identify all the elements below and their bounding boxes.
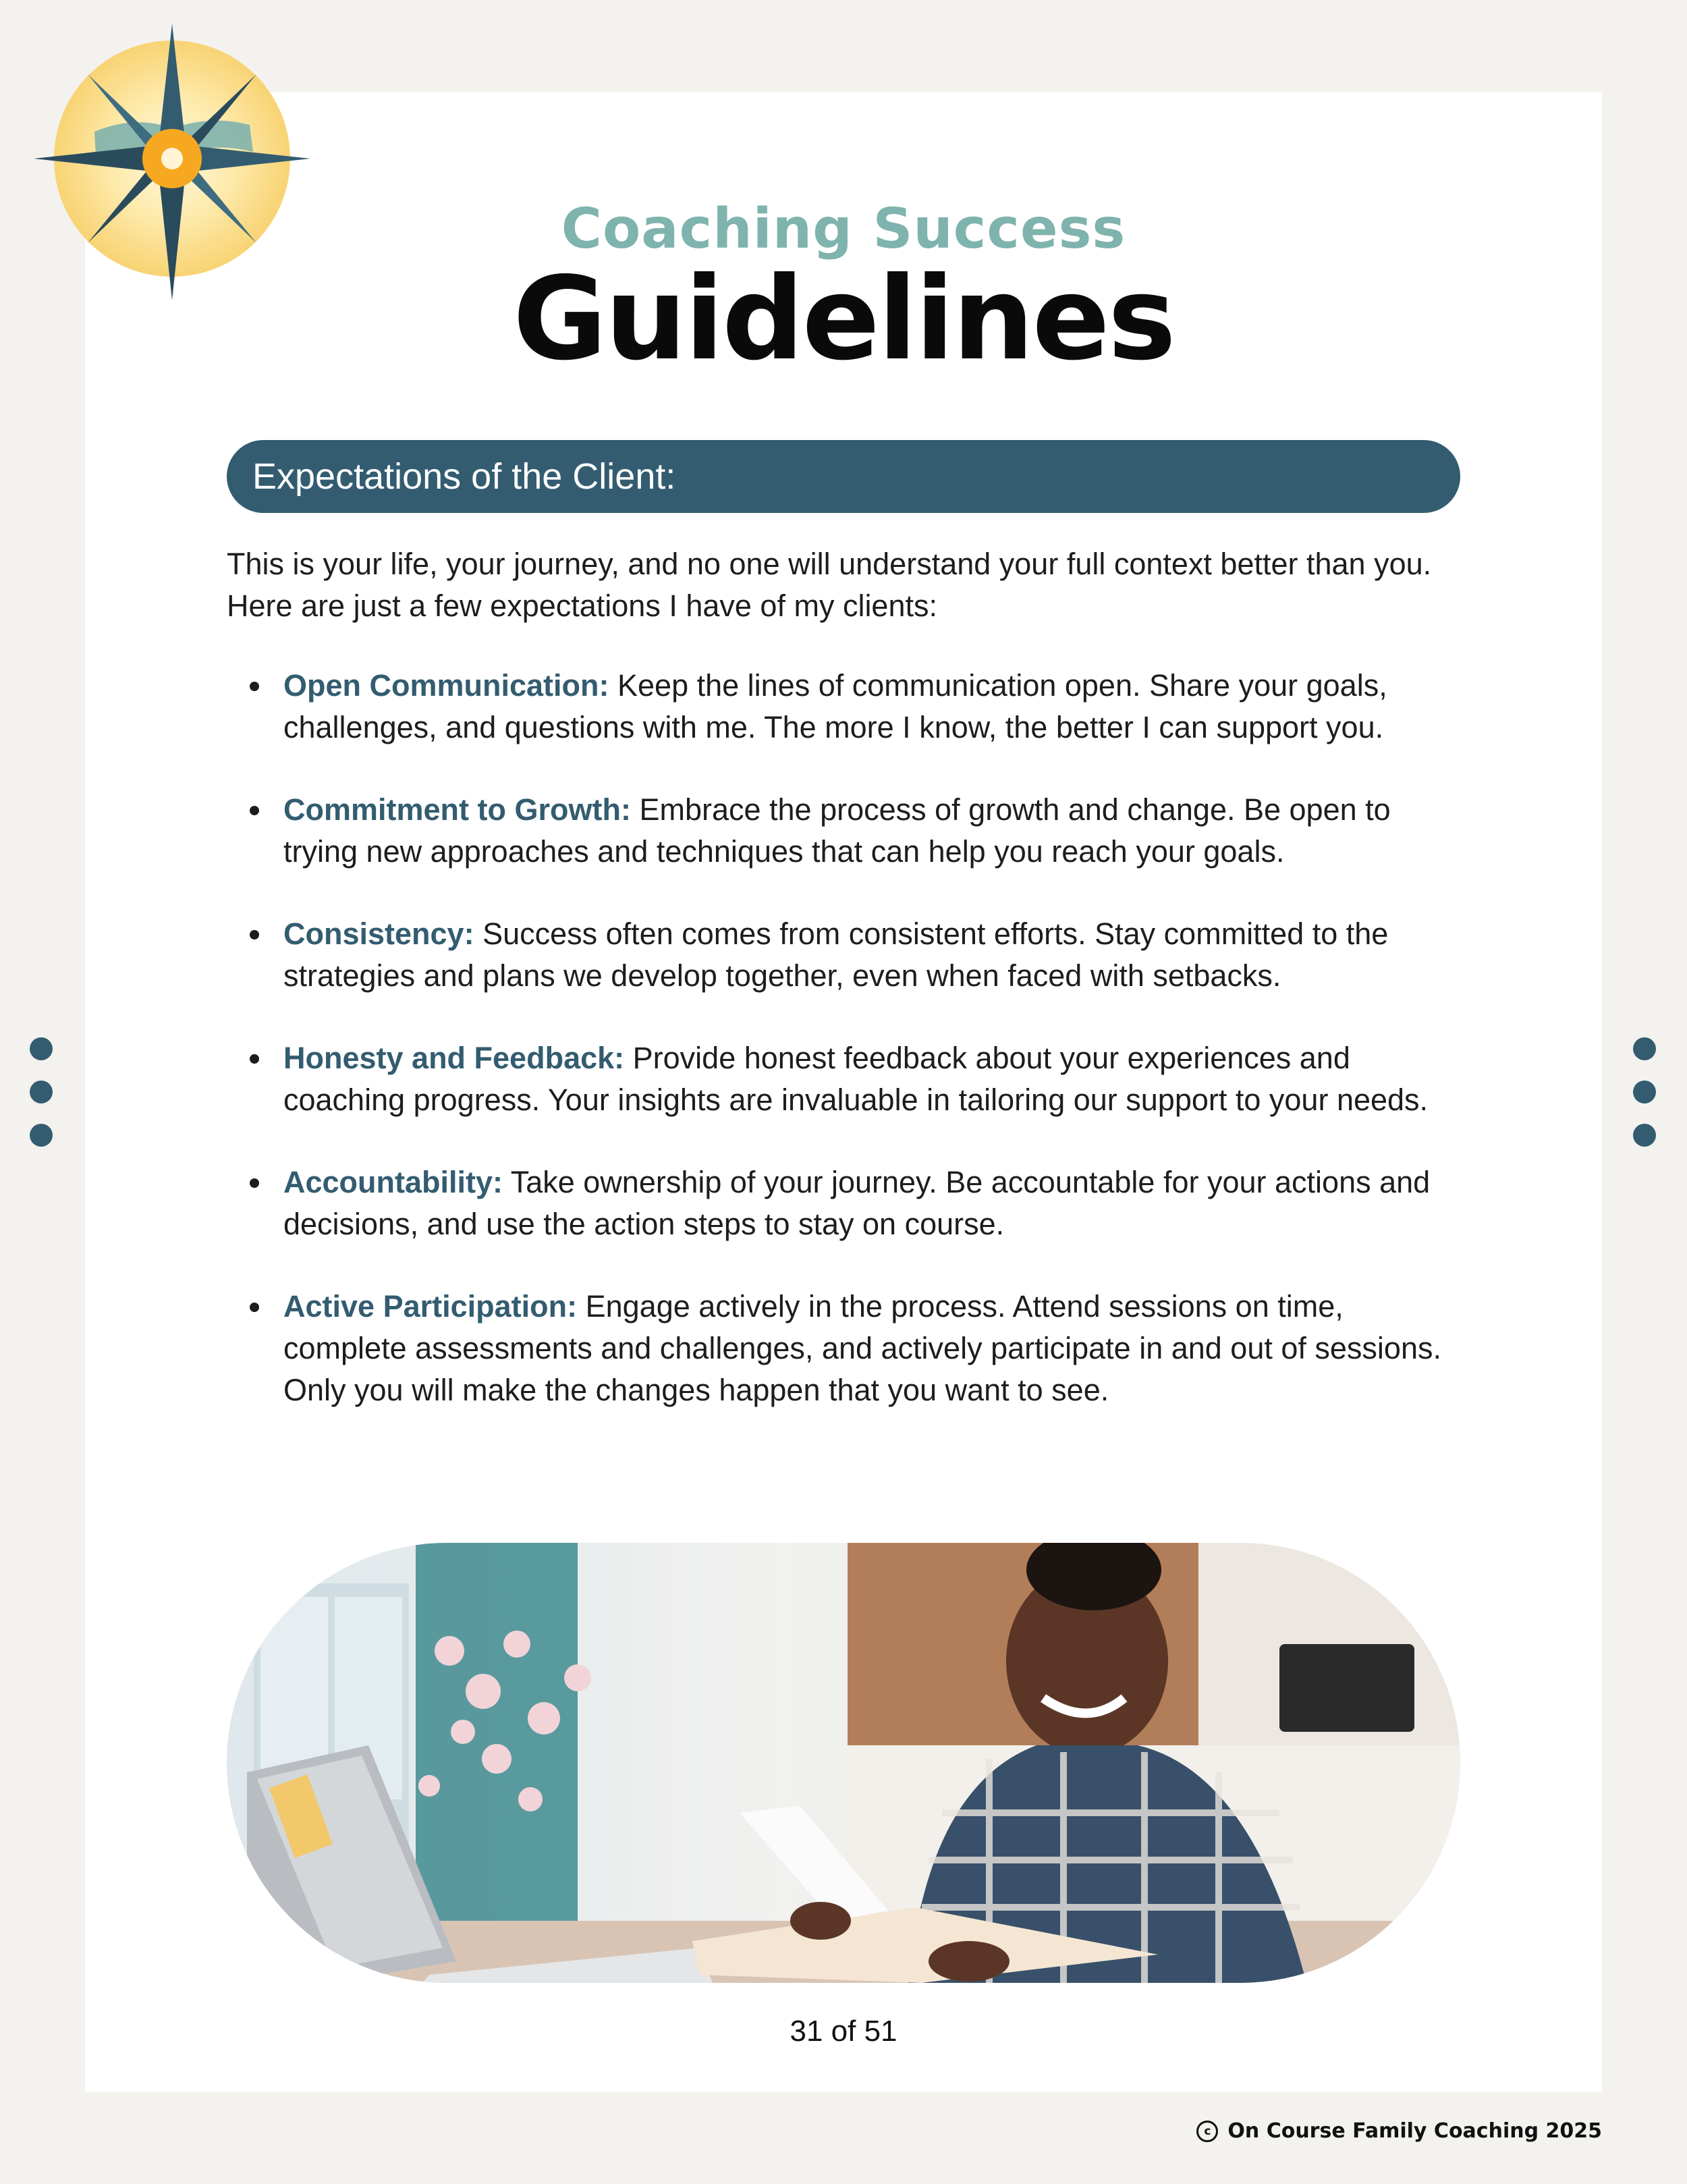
bullet-icon [250,806,259,815]
list-item [227,1286,1468,1411]
bullet-icon [250,1178,259,1188]
list-item [227,1162,1468,1245]
expectations-list [227,665,1468,1452]
decor-dot [30,1037,53,1060]
intro-paragraph: This is your life, your journey, and no one will understand your full context better than you. Here are just a few expectations I have of my clients: [227,547,1432,623]
list-item [227,1037,1468,1121]
item-text: Take ownership of your journey. Be accountable for your actions and decisions, and use the action steps to stay on course. [283,1165,1431,1241]
list-item [227,789,1468,873]
list-item [227,913,1468,997]
item-term: Active Participation: [283,1289,578,1323]
item-text: Success often comes from consistent efforts. Stay committed to the strategies and plans we develop together, even when faced with setbacks. [283,917,1389,993]
bullet-icon [250,1303,259,1312]
item-term: Commitment to Growth: [283,792,631,827]
page-title: Guidelines [513,252,1174,386]
right-decor-dots [1633,1037,1657,1167]
left-decor-dots [30,1037,54,1167]
item-text: Embrace the process of growth and change. Be open to trying new approaches and techniques that can help you reach your goals. [283,792,1391,869]
decor-dot [1633,1081,1656,1103]
item-text: Keep the lines of communication open. Share your goals, challenges, and questions with me. The more I know, the better I can support you. [283,668,1387,744]
section-heading-banner: Expectations of the Client: [227,440,1460,513]
item-text: Engage actively in the process. Attend sessions on time, complete assessments and challenges, and actively participate in and out of sessions. Only you will make the changes happen that you want to see. [283,1289,1441,1407]
footer [1196,2119,1602,2143]
item-term: Open Communication: [283,668,609,703]
page-kicker: Coaching Success [561,197,1126,261]
decor-dot [1633,1124,1656,1147]
decor-dot [1633,1037,1656,1060]
item-term: Honesty and Feedback: [283,1041,625,1075]
decor-dot [30,1124,53,1147]
bullet-icon [250,1054,259,1064]
decor-dot [30,1081,53,1103]
page-number: 31 of 51 [790,2015,897,2048]
item-term: Accountability: [283,1165,503,1199]
bullet-icon [250,682,259,691]
bullet-icon [250,930,259,939]
list-item [227,665,1468,748]
copyright-icon: c [1196,2121,1218,2142]
coaching-photo [227,1543,1460,1983]
item-text: Provide honest feedback about your experiences and coaching progress. Your insights are invaluable in tailoring our support to your needs. [283,1041,1429,1117]
photo-illustration [227,1543,1460,1983]
item-term: Consistency: [283,917,474,951]
footer-text: On Course Family Coaching 2025 [1227,2119,1602,2143]
